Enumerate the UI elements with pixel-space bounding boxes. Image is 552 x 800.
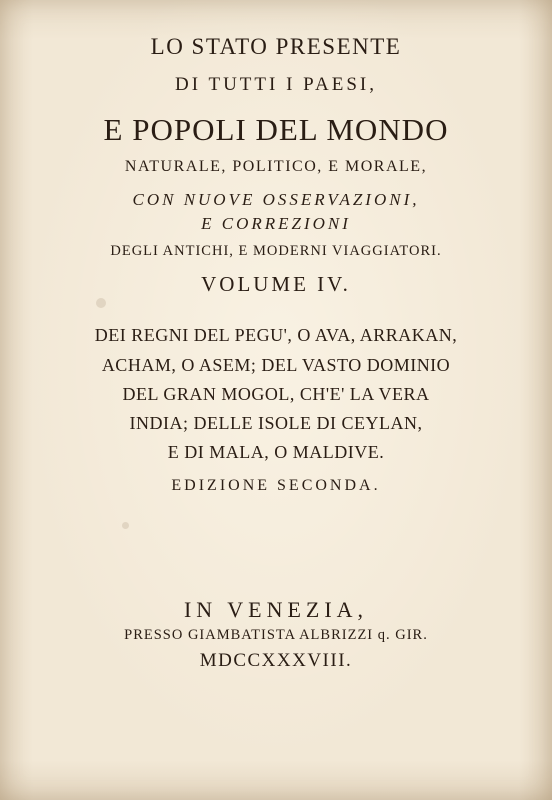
volume-heading: VOLUME IV. [201, 272, 351, 296]
imprint-year: MDCCXXXVIII. [199, 650, 353, 671]
contents-line: DEI REGNI DEL PEGU', O AVA, ARRAKAN, [94, 325, 458, 345]
subtitle-line-1: NATURALE, POLITICO, E MORALE, [124, 158, 428, 175]
contents-line: DEL GRAN MOGOL, CH'E' LA VERA [122, 384, 430, 404]
contents-line: E DI MALA, O MALDIVE. [167, 442, 385, 462]
imprint-place: IN VENEZIA, [183, 597, 369, 622]
ink-smudge [96, 298, 106, 308]
contents-line: ACHAM, O ASEM; DEL VASTO DOMINIO [101, 355, 451, 375]
subtitle-line-2: CON NUOVE OSSERVAZIONI, [132, 190, 420, 209]
subtitle-line-3: E CORREZIONI [201, 214, 351, 233]
contents-line: INDIA; DELLE ISOLE DI CEYLAN, [129, 413, 423, 433]
ink-smudge [122, 522, 129, 529]
imprint-publisher: PRESSO GIAMBATISTA ALBRIZZI q. GIR. [124, 627, 428, 643]
main-title: E POPOLI DEL MONDO [103, 112, 449, 147]
title-line-1: LO STATO PRESENTE [150, 34, 402, 59]
edition-line: EDIZIONE SECONDA. [171, 477, 381, 494]
title-line-2: DI TUTTI I PAESI, [175, 74, 377, 95]
subtitle-line-4: DEGLI ANTICHI, E MODERNI VIAGGIATORI. [110, 243, 442, 259]
